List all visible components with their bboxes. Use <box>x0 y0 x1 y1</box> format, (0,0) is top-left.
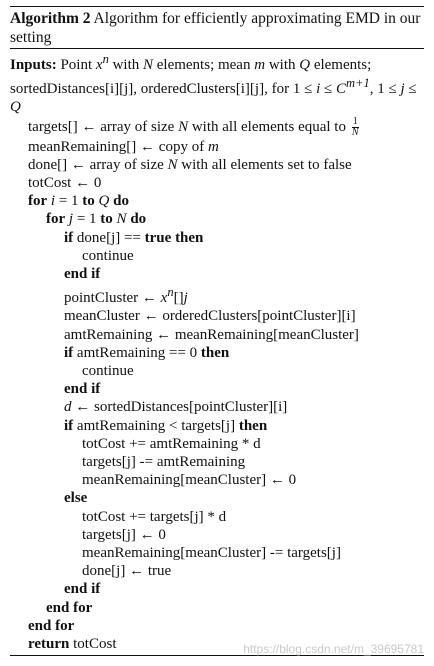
code-text: continue <box>82 247 134 264</box>
keyword: do <box>113 193 129 210</box>
inputs-sup: m+1 <box>345 76 370 91</box>
keyword: then <box>175 229 204 246</box>
algorithm-line <box>10 229 424 247</box>
keyword: return <box>28 636 70 653</box>
algorithm-line <box>10 417 424 435</box>
code-text: meanRemaining[meanCluster] -= targets[j] <box>82 545 341 562</box>
math-var: x <box>160 290 168 307</box>
code-text: targets[j] -= amtRemaining <box>82 454 246 471</box>
code-text: = 1 <box>55 193 83 210</box>
code-text: targets[] ← array of size <box>28 118 179 135</box>
algorithm-line <box>10 489 424 507</box>
keyword: end if <box>64 266 101 283</box>
algorithm-line <box>10 508 424 526</box>
code-text: amtRemaining ← meanRemaining[meanCluster] <box>64 326 359 343</box>
math-var: Q <box>98 193 110 210</box>
inputs-var: N <box>142 57 153 73</box>
inputs-text: , 1 ≤ <box>369 81 401 98</box>
inputs-var: i <box>316 81 321 98</box>
keyword: end for <box>28 617 75 634</box>
inputs-text: ≤ <box>404 81 417 98</box>
code-text: amtRemaining == 0 <box>73 344 201 361</box>
inputs-label: Inputs: <box>10 57 57 73</box>
math-var: d <box>64 399 72 416</box>
fraction-numerator: 1 <box>352 115 358 127</box>
code-text: ← sortedDistances[pointCluster][i] <box>71 399 288 416</box>
code-text: meanRemaining[meanCluster] ← 0 <box>82 472 297 489</box>
watermark: https://blog.csdn.net/m_39695781 <box>243 642 424 656</box>
inputs-var: x <box>95 57 103 73</box>
algorithm-line <box>10 544 424 562</box>
algorithm-line <box>10 435 424 453</box>
algorithm-lines <box>10 117 424 654</box>
algorithm-line <box>10 344 424 362</box>
inputs-var: Q <box>299 57 311 73</box>
inputs-sup: n <box>102 52 109 66</box>
keyword: then <box>200 344 230 361</box>
keyword: if <box>64 229 74 246</box>
code-text: totCost += amtRemaining * d <box>82 435 261 452</box>
code-text: targets[j] ← 0 <box>82 526 166 543</box>
code-text: = 1 <box>73 211 101 228</box>
code-text: amtRemaining < targets[j] <box>73 417 239 434</box>
inputs-text: Point <box>60 57 96 73</box>
code-text: done[j] == <box>73 229 145 246</box>
keyword: to <box>82 193 95 210</box>
inputs-line <box>10 49 424 117</box>
inputs-var: Q <box>10 99 21 116</box>
keyword: do <box>130 211 147 228</box>
algorithm-caption: Algorithm for efficiently approximating EMD in our setting <box>10 10 421 46</box>
math-var: j <box>68 211 74 228</box>
algorithm-line <box>10 247 424 265</box>
code-text: totCost ← 0 <box>28 175 102 192</box>
algorithm-line <box>10 174 424 192</box>
code-text: totCost += targets[j] * d <box>82 508 227 525</box>
algorithm-line <box>10 580 424 598</box>
math-var: N <box>167 156 178 173</box>
inputs-text: with <box>265 57 300 73</box>
algorithm-line <box>10 562 424 580</box>
code-text: with all elements equal to <box>188 118 350 135</box>
math-var: n <box>167 285 174 300</box>
algorithm-line <box>10 192 424 210</box>
algorithm-line <box>10 265 424 283</box>
algorithm-line <box>10 599 424 617</box>
keyword: true <box>144 229 172 246</box>
math-var: i <box>50 193 56 210</box>
keyword: else <box>64 490 88 507</box>
algorithm-line <box>10 156 424 174</box>
keyword: end if <box>64 381 101 398</box>
keyword: if <box>64 344 74 361</box>
algorithm-body <box>10 49 424 653</box>
keyword: to <box>100 211 113 228</box>
algorithm-line <box>10 362 424 380</box>
code-text: [ <box>173 290 179 307</box>
keyword: for <box>28 193 48 210</box>
math-var: N <box>116 211 127 228</box>
code-text: meanCluster ← orderedClusters[pointCluster][i] <box>64 308 356 325</box>
fraction <box>352 117 359 138</box>
algorithm-line <box>10 283 424 307</box>
algorithm-box <box>10 6 424 656</box>
algorithm-line <box>10 617 424 635</box>
keyword: if <box>64 417 74 434</box>
math-var: j <box>183 290 188 307</box>
code-text: pointCluster ← <box>64 290 161 307</box>
algorithm-line <box>10 526 424 544</box>
keyword: end if <box>64 581 101 598</box>
algorithm-line <box>10 398 424 416</box>
inputs-text: ≤ <box>320 81 336 98</box>
algorithm-line <box>10 307 424 325</box>
inputs-var: C <box>335 81 346 98</box>
math-var: m <box>207 138 219 155</box>
code-text: ] <box>178 290 184 307</box>
inputs-text: with <box>108 57 143 73</box>
keyword: for <box>46 211 66 228</box>
inputs-var: m <box>254 57 266 73</box>
math-var: N <box>178 118 189 135</box>
code-text: done[j] ← true <box>82 563 172 580</box>
code-text: totCost <box>69 636 117 653</box>
code-text: done[] ← array of size <box>28 156 168 173</box>
algorithm-line <box>10 138 424 156</box>
algorithm-line <box>10 380 424 398</box>
keyword: end for <box>46 599 93 616</box>
keyword: then <box>238 417 268 434</box>
algorithm-line <box>10 453 424 471</box>
inputs-text: elements; mean <box>153 57 255 73</box>
code-text: continue <box>82 363 134 380</box>
algorithm-title <box>10 7 424 48</box>
algorithm-line <box>10 471 424 489</box>
code-text: with all elements set to false <box>177 156 352 173</box>
algorithm-line <box>10 210 424 228</box>
algorithm-line <box>10 117 424 138</box>
code-text: meanRemaining[] ← copy of <box>28 138 208 155</box>
algorithm-label: Algorithm 2 <box>10 10 91 27</box>
algorithm-line <box>10 326 424 344</box>
fraction-denominator: N <box>351 126 359 138</box>
inputs-var: j <box>400 81 405 98</box>
inputs-text: elements; sortedDistances[i][j], orderedClusters[i][j], for 1 ≤ <box>10 57 372 98</box>
